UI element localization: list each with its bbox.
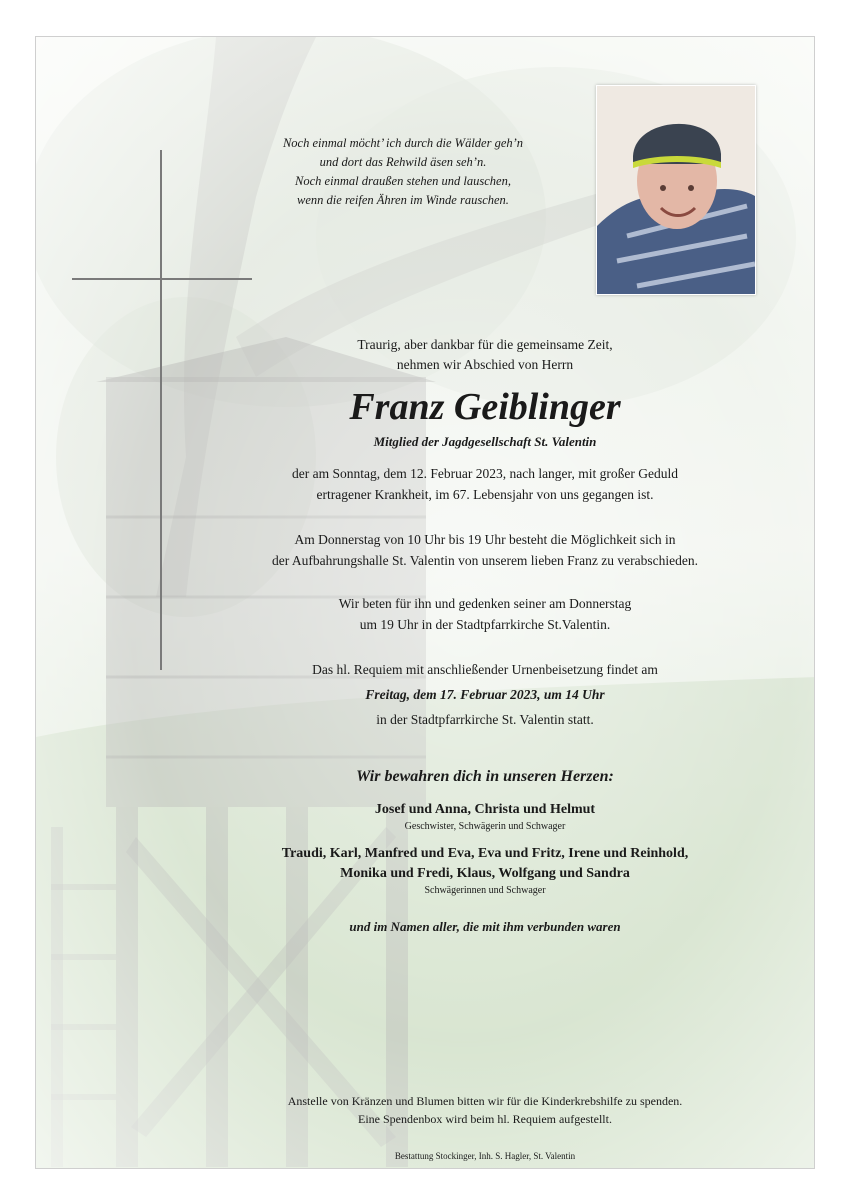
donation-notice <box>235 1092 735 1128</box>
poem-line: Noch einmal möcht’ ich durch die Wälder geh’n <box>282 136 524 150</box>
prayer-notice <box>235 593 735 635</box>
deceased-portrait-photo <box>596 85 756 295</box>
requiem-line: Das hl. Requiem mit anschließender Urnenbeisetzung findet am <box>312 662 658 677</box>
obituary-main-text <box>235 335 735 936</box>
donation-line: Anstelle von Kränzen und Blumen bitten wir für die Kinderkrebshilfe zu spenden. <box>287 1094 683 1108</box>
poem-line: Noch einmal draußen stehen und lauschen, <box>295 174 511 188</box>
keep-in-hearts-heading: Wir bewahren dich in unseren Herzen: <box>356 768 614 785</box>
closing-line: und im Namen aller, die mit ihm verbunden waren <box>349 919 621 934</box>
portrait-illustration <box>597 86 755 294</box>
cross-vertical-bar <box>160 150 162 670</box>
deceased-membership: Mitglied der Jagdgesellschaft St. Valentin <box>373 434 597 449</box>
intro-line: nehmen wir Abschied von Herrn <box>396 357 574 372</box>
poem-line: und dort das Rehwild äsen seh’n. <box>319 155 487 169</box>
prayer-line: Wir beten für ihn und gedenken seiner am Donnerstag <box>338 596 632 611</box>
requiem-notice <box>235 659 735 730</box>
intro-line: Traurig, aber dankbar für die gemeinsame Zeit, <box>357 337 613 352</box>
deceased-name: Franz Geiblinger <box>349 386 621 428</box>
family-relation: Schwägerinnen und Schwager <box>424 885 546 896</box>
memorial-poem <box>238 134 568 210</box>
donation-line: Eine Spendenbox wird beim hl. Requiem aufgestellt. <box>358 1112 612 1126</box>
funeral-home-footer: Bestattung Stockinger, Inh. S. Hagler, St. Valentin <box>394 1151 576 1161</box>
requiem-date: Freitag, dem 17. Februar 2023, um 14 Uhr <box>365 687 605 702</box>
viewing-line: der Aufbahrungshalle St. Valentin von unserem lieben Franz zu verabschieden. <box>271 553 698 568</box>
death-notice <box>235 463 735 505</box>
poem-line: wenn die reifen Ähren im Winde rauschen. <box>297 193 509 207</box>
family-relation: Geschwister, Schwägerin und Schwager <box>404 821 566 832</box>
viewing-notice <box>235 529 735 571</box>
intro-text <box>235 335 735 375</box>
family-names: Josef und Anna, Christa und Helmut <box>374 802 596 817</box>
family-names: Traudi, Karl, Manfred und Eva, Eva und Fritz, Irene und Reinhold, <box>281 846 689 861</box>
death-line: ertragener Krankheit, im 67. Lebensjahr von uns gegangen ist. <box>316 487 654 502</box>
prayer-line: um 19 Uhr in der Stadtpfarrkirche St.Valentin. <box>359 617 611 632</box>
requiem-line: in der Stadtpfarrkirche St. Valentin statt. <box>376 712 594 727</box>
family-group-siblings <box>235 800 735 834</box>
family-group-in-laws <box>235 844 735 898</box>
family-names: Monika und Fredi, Klaus, Wolfgang und Sandra <box>340 866 630 881</box>
cross-horizontal-bar <box>72 278 252 280</box>
death-line: der am Sonntag, dem 12. Februar 2023, nach langer, mit großer Geduld <box>292 466 678 481</box>
viewing-line: Am Donnerstag von 10 Uhr bis 19 Uhr besteht die Möglichkeit sich in <box>294 532 676 547</box>
